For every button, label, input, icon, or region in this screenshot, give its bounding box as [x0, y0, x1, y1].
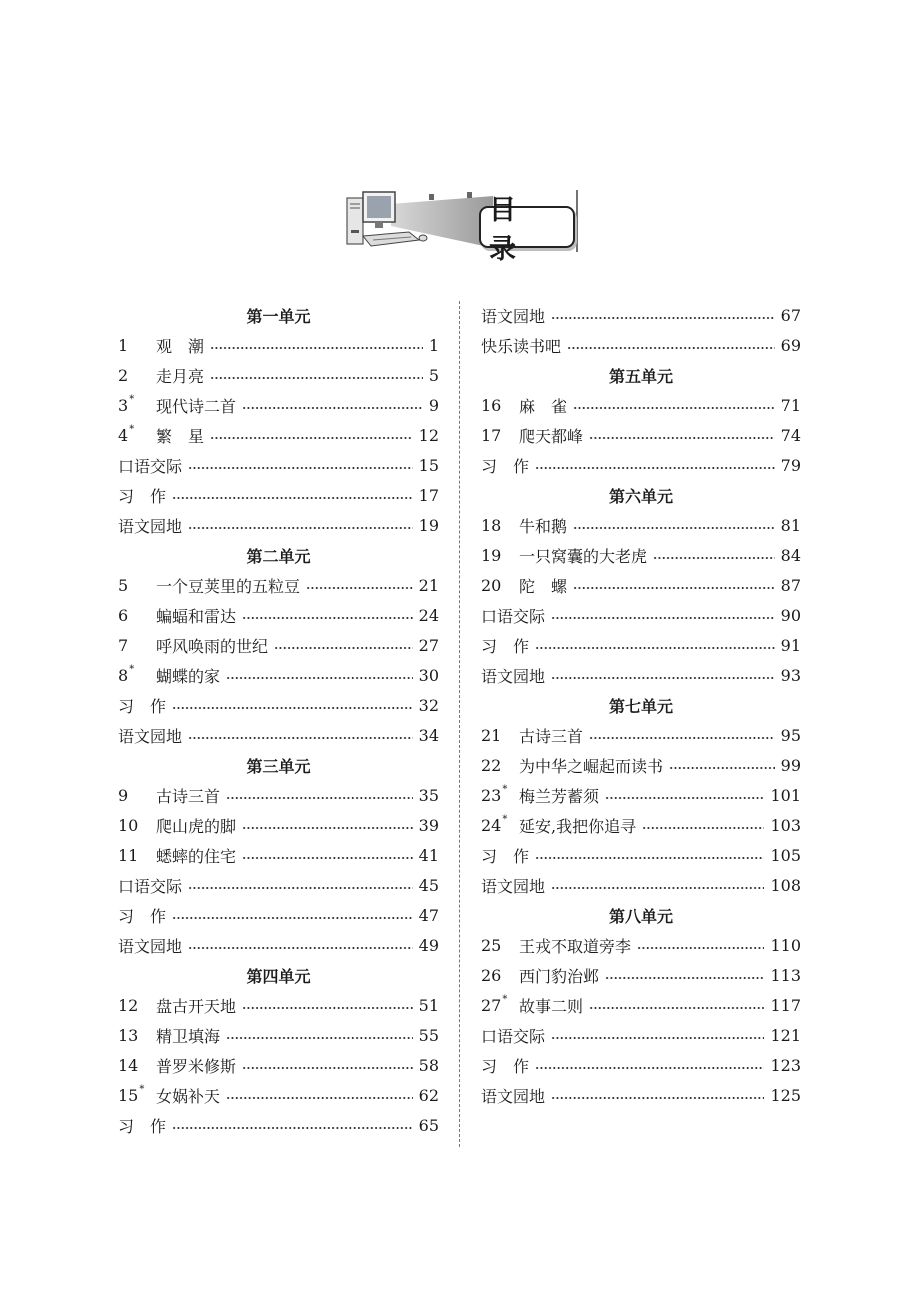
entry-title: 习 作	[118, 1116, 167, 1136]
dot-leader	[551, 1037, 764, 1039]
toc-entry[interactable]	[481, 390, 801, 420]
lesson-number: 24*	[481, 813, 508, 835]
lesson-number: 9	[118, 785, 129, 805]
toc-entry[interactable]	[481, 660, 801, 690]
dot-leader	[172, 917, 413, 919]
dot-leader	[188, 947, 413, 949]
toc-entry[interactable]	[481, 750, 801, 780]
page-number: 9	[428, 395, 439, 415]
dot-leader	[274, 647, 413, 649]
dot-leader	[589, 437, 775, 439]
page-number: 101	[770, 785, 801, 805]
toc-entry[interactable]	[118, 660, 439, 690]
toc-entry[interactable]	[481, 1050, 801, 1080]
dot-leader	[551, 1097, 764, 1099]
toc-entry[interactable]	[118, 480, 439, 510]
page-number: 91	[780, 635, 801, 655]
lesson-number: 3*	[118, 393, 135, 415]
lesson-number: 7	[118, 635, 129, 655]
dot-leader	[535, 467, 775, 469]
dot-leader	[567, 347, 775, 349]
page-number: 71	[780, 395, 801, 415]
page-number: 62	[418, 1085, 439, 1105]
entry-title: 一个豆荚里的五粒豆	[156, 576, 301, 596]
entry-title: 语文园地	[481, 876, 546, 896]
entry-title: 走月亮	[156, 366, 205, 386]
dot-leader	[653, 557, 775, 559]
page-number: 93	[780, 665, 801, 685]
toc-entry[interactable]	[481, 570, 801, 600]
toc-entry[interactable]	[118, 510, 439, 540]
optional-marker: *	[129, 663, 135, 675]
dot-leader	[226, 797, 413, 799]
dot-leader	[535, 647, 775, 649]
toc-entry[interactable]	[481, 840, 801, 870]
lesson-number: 23*	[481, 783, 508, 805]
page-number: 47	[418, 905, 439, 925]
dot-leader	[226, 677, 413, 679]
page-number: 41	[418, 845, 439, 865]
entry-title: 习 作	[118, 696, 167, 716]
entry-title: 陀 螺	[519, 576, 568, 596]
page-number: 84	[780, 545, 801, 565]
unit-heading: 第一单元	[246, 306, 311, 326]
entry-title: 故事二则	[519, 996, 584, 1016]
lesson-number: 18	[481, 515, 502, 535]
optional-marker: *	[502, 783, 508, 795]
dot-leader	[605, 977, 764, 979]
dot-leader	[188, 887, 413, 889]
page-number: 117	[770, 995, 801, 1015]
entry-title: 语文园地	[118, 516, 183, 536]
dot-leader	[188, 737, 413, 739]
entry-title: 梅兰芳蓄须	[519, 786, 600, 806]
lesson-number: 22	[481, 755, 502, 775]
optional-marker: *	[139, 1083, 145, 1095]
toc-entry[interactable]	[118, 900, 439, 930]
dot-leader	[306, 587, 413, 589]
lesson-number: 2	[118, 365, 129, 385]
dot-leader	[172, 1127, 413, 1129]
entry-title: 语文园地	[481, 666, 546, 686]
dot-leader	[535, 857, 764, 859]
toc-entry[interactable]	[118, 420, 439, 450]
dot-leader	[589, 1007, 764, 1009]
dot-leader	[242, 1007, 413, 1009]
entry-title: 蟋蟀的住宅	[156, 846, 237, 866]
toc-entry[interactable]	[481, 960, 801, 990]
page-number: 19	[418, 515, 439, 535]
dot-leader	[637, 947, 764, 949]
toc-entry[interactable]	[118, 450, 439, 480]
toc-entry[interactable]	[118, 570, 439, 600]
entry-title: 繁 星	[156, 426, 205, 446]
unit-heading: 第四单元	[246, 966, 311, 986]
entry-title: 语文园地	[481, 1086, 546, 1106]
entry-title: 精卫填海	[156, 1026, 221, 1046]
lesson-number: 6	[118, 605, 129, 625]
toc-entry[interactable]	[481, 540, 801, 570]
lesson-number: 1	[118, 335, 129, 355]
toc-entry[interactable]	[481, 870, 801, 900]
dot-leader	[551, 677, 775, 679]
toc-entry[interactable]	[481, 300, 801, 330]
unit-heading: 第八单元	[608, 906, 673, 926]
page-number: 69	[780, 335, 801, 355]
toc-entry[interactable]	[118, 390, 439, 420]
lesson-number: 4*	[118, 423, 135, 445]
page-number: 108	[770, 875, 801, 895]
page-number: 90	[780, 605, 801, 625]
page-number: 99	[780, 755, 801, 775]
column-divider	[459, 301, 460, 1147]
entry-title: 习 作	[481, 636, 530, 656]
dot-leader	[210, 437, 413, 439]
page-number: 45	[418, 875, 439, 895]
toc-entry[interactable]	[118, 990, 439, 1020]
entry-title: 语文园地	[118, 936, 183, 956]
unit-heading: 第三单元	[246, 756, 311, 776]
page-number: 30	[418, 665, 439, 685]
optional-marker: *	[502, 993, 508, 1005]
toc-entry[interactable]	[481, 1020, 801, 1050]
toc-entry[interactable]	[481, 1080, 801, 1110]
page-number: 49	[418, 935, 439, 955]
entry-title: 口语交际	[481, 606, 546, 626]
page-number: 21	[418, 575, 439, 595]
toc-entry[interactable]	[481, 330, 801, 360]
dot-leader	[642, 827, 764, 829]
entry-title: 语文园地	[118, 726, 183, 746]
toc-entry[interactable]	[481, 510, 801, 540]
page-number: 1	[428, 335, 439, 355]
entry-title: 西门豹治邺	[519, 966, 600, 986]
toc-entry[interactable]	[118, 1080, 439, 1110]
toc-entry[interactable]	[481, 450, 801, 480]
toc-entry[interactable]	[118, 360, 439, 390]
toc-entry[interactable]	[481, 810, 801, 840]
page-number: 27	[418, 635, 439, 655]
entry-title: 古诗三首	[156, 786, 221, 806]
entry-title: 盘古开天地	[156, 996, 237, 1016]
dot-leader	[573, 527, 775, 529]
toc-entry[interactable]	[118, 840, 439, 870]
page-number: 67	[780, 305, 801, 325]
dot-leader	[188, 467, 413, 469]
entry-title: 快乐读书吧	[481, 336, 562, 356]
dot-leader	[242, 617, 413, 619]
dot-leader	[172, 497, 413, 499]
toc-entry[interactable]	[118, 330, 439, 360]
page-number: 24	[418, 605, 439, 625]
dot-leader	[551, 887, 764, 889]
page-number: 79	[780, 455, 801, 475]
page-number: 74	[780, 425, 801, 445]
dot-leader	[226, 1037, 413, 1039]
toc-entry[interactable]	[118, 1020, 439, 1050]
lesson-number: 26	[481, 965, 502, 985]
toc-entry[interactable]	[118, 630, 439, 660]
lesson-number: 15*	[118, 1083, 145, 1105]
page-number: 110	[770, 935, 801, 955]
dot-leader	[605, 797, 764, 799]
toc-entry[interactable]	[118, 1110, 439, 1140]
toc-entry[interactable]	[118, 780, 439, 810]
entry-title: 现代诗二首	[156, 396, 237, 416]
page-number: 103	[770, 815, 801, 835]
toc-entry[interactable]	[118, 1050, 439, 1080]
entry-title: 呼风唤雨的世纪	[156, 636, 269, 656]
unit-heading: 第二单元	[246, 546, 311, 566]
entry-title: 普罗米修斯	[156, 1056, 237, 1076]
lesson-number: 17	[481, 425, 502, 445]
entry-title: 习 作	[118, 906, 167, 926]
toc-entry[interactable]	[118, 870, 439, 900]
optional-marker: *	[502, 813, 508, 825]
toc-entry[interactable]	[118, 930, 439, 960]
entry-title: 习 作	[481, 846, 530, 866]
entry-title: 习 作	[481, 456, 530, 476]
dot-leader	[573, 407, 775, 409]
dot-leader	[210, 377, 423, 379]
page-title: 目 录	[479, 206, 575, 248]
dot-leader	[551, 317, 775, 319]
page-number: 12	[418, 425, 439, 445]
unit-heading: 第六单元	[608, 486, 673, 506]
page-number: 65	[418, 1115, 439, 1135]
toc-entry[interactable]	[481, 720, 801, 750]
lesson-number: 27*	[481, 993, 508, 1015]
toc-entry[interactable]	[481, 600, 801, 630]
page-number: 81	[780, 515, 801, 535]
lesson-number: 16	[481, 395, 502, 415]
page-number: 55	[418, 1025, 439, 1045]
lesson-number: 10	[118, 815, 139, 835]
optional-marker: *	[129, 423, 135, 435]
toc-entry[interactable]	[481, 990, 801, 1020]
entry-title: 王戎不取道旁李	[519, 936, 632, 956]
page-number: 123	[770, 1055, 801, 1075]
toc-column-right	[481, 300, 801, 1110]
dot-leader	[172, 707, 413, 709]
unit-heading: 第七单元	[608, 696, 673, 716]
lesson-number: 19	[481, 545, 502, 565]
dot-leader	[210, 347, 423, 349]
page-number: 15	[418, 455, 439, 475]
lesson-number: 8*	[118, 663, 135, 685]
entry-title: 爬天都峰	[519, 426, 584, 446]
page-number: 51	[418, 995, 439, 1015]
toc-banner	[343, 186, 579, 265]
toc-entry[interactable]	[481, 930, 801, 960]
entry-title: 口语交际	[481, 1026, 546, 1046]
entry-title: 口语交际	[118, 876, 183, 896]
entry-title: 语文园地	[481, 306, 546, 326]
page-number: 58	[418, 1055, 439, 1075]
page-number: 34	[418, 725, 439, 745]
optional-marker: *	[129, 393, 135, 405]
dot-leader	[551, 617, 775, 619]
lesson-number: 12	[118, 995, 139, 1015]
toc-entry[interactable]	[481, 780, 801, 810]
entry-title: 延安,我把你追寻	[519, 816, 637, 836]
entry-title: 习 作	[118, 486, 167, 506]
toc-entry[interactable]	[481, 630, 801, 660]
entry-title: 习 作	[481, 1056, 530, 1076]
entry-title: 一只窝囊的大老虎	[519, 546, 648, 566]
toc-entry[interactable]	[118, 720, 439, 750]
dot-leader	[242, 857, 413, 859]
page-number: 39	[418, 815, 439, 835]
page-number: 35	[418, 785, 439, 805]
page-number: 95	[780, 725, 801, 745]
entry-title: 麻 雀	[519, 396, 568, 416]
lesson-number: 21	[481, 725, 502, 745]
unit-heading: 第五单元	[608, 366, 673, 386]
page-number: 5	[428, 365, 439, 385]
dot-leader	[226, 1097, 413, 1099]
entry-title: 口语交际	[118, 456, 183, 476]
toc-column-left	[118, 300, 439, 1140]
page-number: 32	[418, 695, 439, 715]
page-number: 105	[770, 845, 801, 865]
page-number: 125	[770, 1085, 801, 1105]
dot-leader	[242, 407, 423, 409]
lesson-number: 14	[118, 1055, 139, 1075]
toc-entry[interactable]	[118, 600, 439, 630]
lesson-number: 25	[481, 935, 502, 955]
entry-title: 观 潮	[156, 336, 205, 356]
page-number: 17	[418, 485, 439, 505]
dot-leader	[242, 827, 413, 829]
toc-entry[interactable]	[481, 420, 801, 450]
dot-leader	[589, 737, 775, 739]
entry-title: 蝴蝶的家	[156, 666, 221, 686]
toc-entry[interactable]	[118, 810, 439, 840]
entry-title: 爬山虎的脚	[156, 816, 237, 836]
lesson-number: 5	[118, 575, 129, 595]
page-number: 87	[780, 575, 801, 595]
lesson-number: 20	[481, 575, 502, 595]
entry-title: 女娲补天	[156, 1086, 221, 1106]
dot-leader	[669, 767, 775, 769]
entry-title: 为中华之崛起而读书	[519, 756, 664, 776]
page-number: 121	[770, 1025, 801, 1045]
dot-leader	[188, 527, 413, 529]
lesson-number: 11	[118, 845, 139, 865]
entry-title: 古诗三首	[519, 726, 584, 746]
page-number: 113	[770, 965, 801, 985]
entry-title: 蝙蝠和雷达	[156, 606, 237, 626]
entry-title: 牛和鹅	[519, 516, 568, 536]
dot-leader	[242, 1067, 413, 1069]
lesson-number: 13	[118, 1025, 139, 1045]
dot-leader	[535, 1067, 764, 1069]
toc-entry[interactable]	[118, 690, 439, 720]
dot-leader	[573, 587, 775, 589]
